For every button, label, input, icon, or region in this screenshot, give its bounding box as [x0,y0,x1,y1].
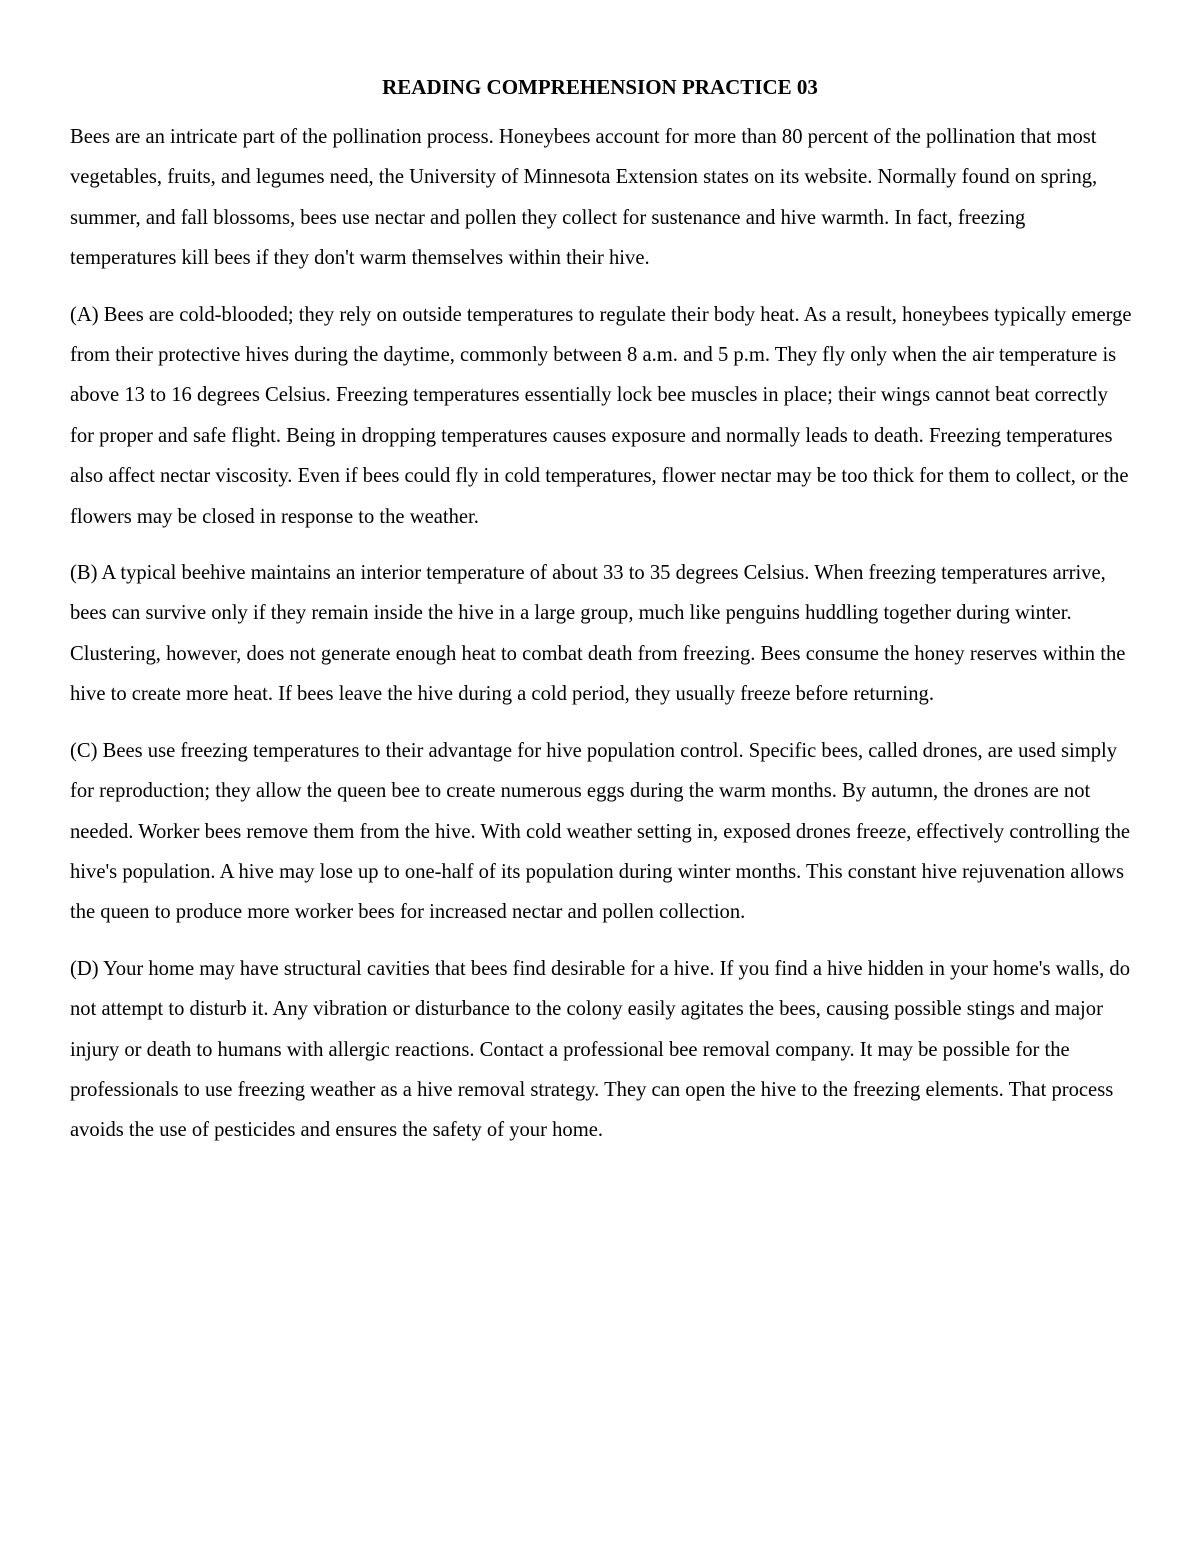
paragraph-c: (C) Bees use freezing temperatures to their advantage for hive population control. Specific bees, called drones, are used simply for reproduction; they allow the queen bee to create numerous eggs during the warm months. By autumn, the drones are not needed. Worker bees remove them from the hive. With cold weather setting in, exposed drones freeze, effectively controlling the hive's population. A hive may lose up to one-half of its population during winter months. This constant hive rejuvenation allows the queen to produce more worker bees for increased nectar and pollen collection. [70,739,1131,924]
page-title: READING COMPREHENSION PRACTICE 03 [382,75,818,99]
paragraph-a: (A) Bees are cold-blooded; they rely on outside temperatures to regulate their body heat. As a result, honeybees typically emerge from their protective hives during the daytime, commonly between 8 a.m. and 5 p.m. They fly only when the air temperature is above 13 to 16 degrees Celsius. Freezing temperatures essentially lock bee muscles in place; their wings cannot beat correctly for proper and safe flight. Being in dropping temperatures causes exposure and normally leads to death. Freezing temperatures also affect nectar viscosity. Even if bees could fly in cold temperatures, flower nectar may be too thick for them to collect, or the flowers may be closed in response to the weather. [70,303,1132,528]
paragraph-d: (D) Your home may have structural cavities that bees find desirable for a hive. If you find a hive hidden in your home's walls, do not attempt to disturb it. Any vibration or disturbance to the colony easily agitates the bees, causing possible stings and major injury or death to humans with allergic reactions. Contact a professional bee removal company. It may be possible for the professionals to use freezing weather as a hive removal strategy. They can open the hive to the freezing elements. That process avoids the use of pesticides and ensures the safety of your home. [70,957,1131,1142]
paragraph-intro: Bees are an intricate part of the pollination process. Honeybees account for more than 80 percent of the pollination that most vegetables, fruits, and legumes need, the University of Minnesota Extension states on its website. Normally found on spring, summer, and fall blossoms, bees use nectar and pollen they collect for sustenance and hive warmth. In fact, freezing temperatures kill bees if they don't warm themselves within their hive. [70,126,1098,270]
passage-body [70,117,1132,1167]
paragraph-b: (B) A typical beehive maintains an interior temperature of about 33 to 35 degrees Celsius. When freezing temperatures arrive, bees can survive only if they remain inside the hive in a large group, much like penguins huddling together during winter. Clustering, however, does not generate enough heat to combat death from freezing. Bees consume the honey reserves within the hive to create more heat. If bees leave the hive during a cold period, they usually freeze before returning. [70,562,1126,706]
